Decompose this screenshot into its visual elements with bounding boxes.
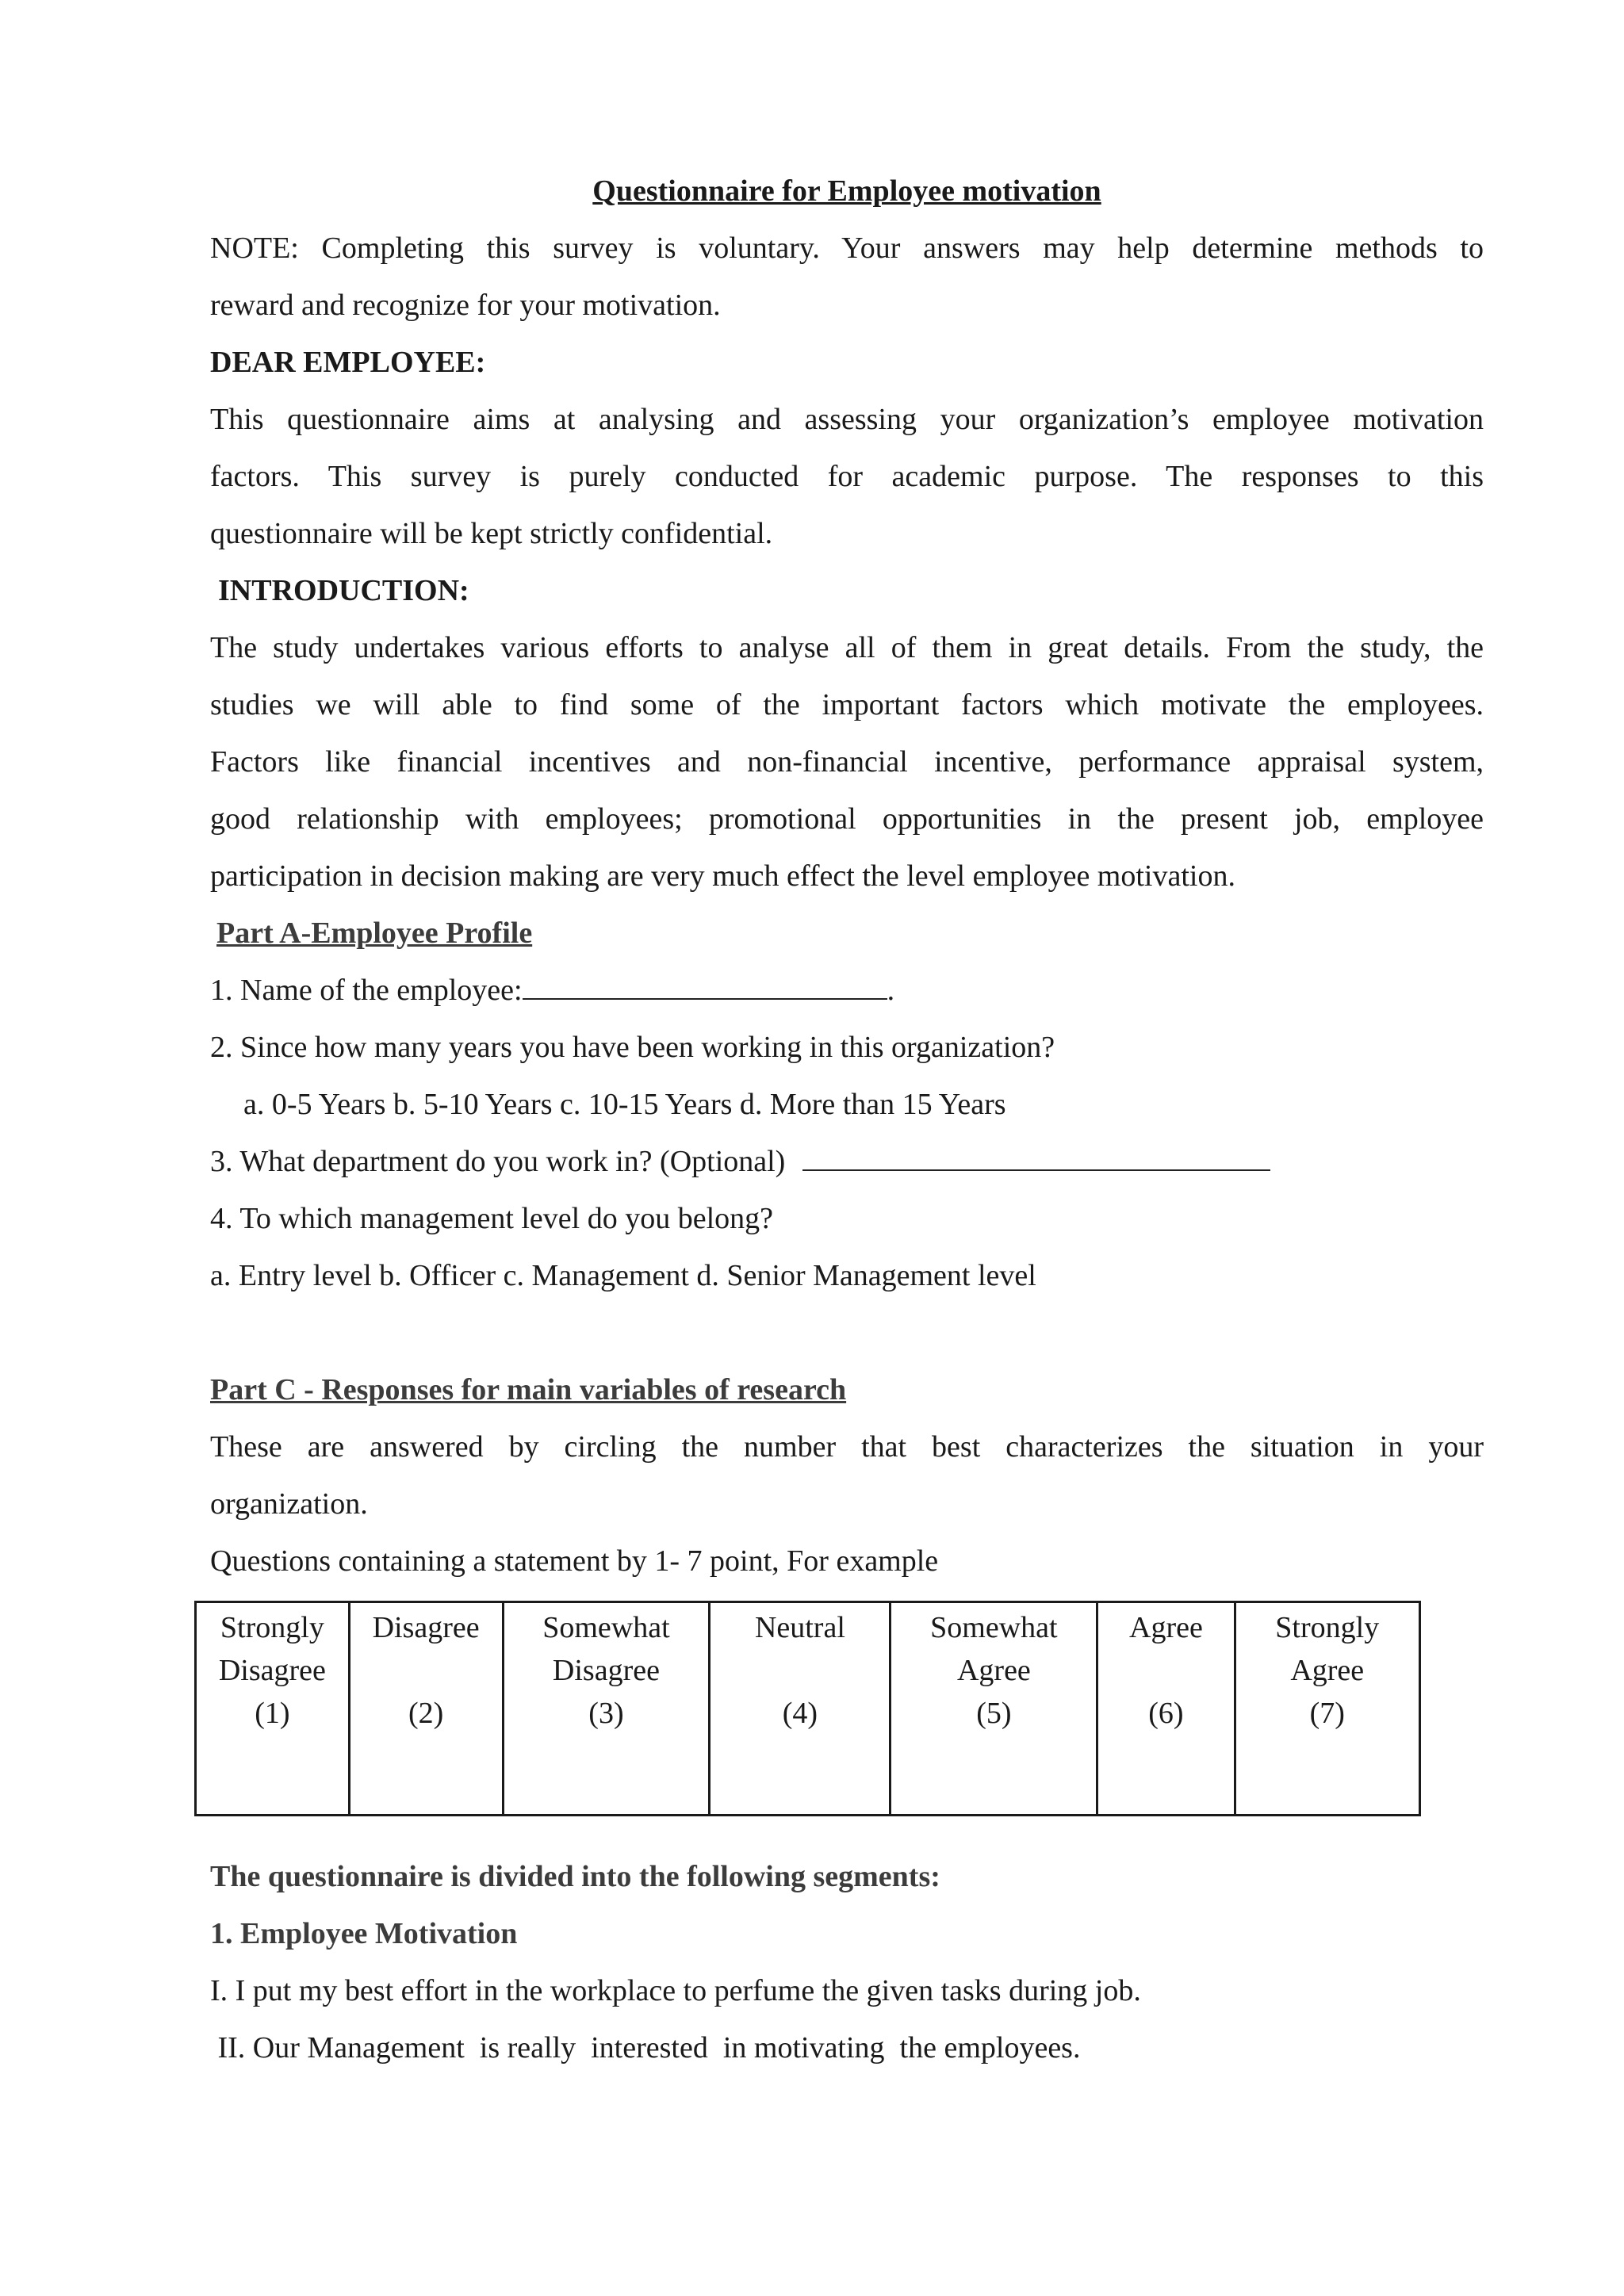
question-3-text: 3. What department do you work in? (Optional) [210, 1145, 786, 1178]
scale-number: (3) [588, 1697, 624, 1730]
segment-1-heading: 1. Employee Motivation [210, 1917, 518, 1950]
introduction-heading: INTRODUCTION: [218, 574, 469, 607]
intro-line-1: The study undertakes various efforts to analyse all of them in great details. From the study, the [210, 631, 1484, 664]
scale-cell-7: Strongly Agree (7) [1235, 1602, 1419, 1816]
question-1 [210, 962, 1484, 1019]
intro-line-5: participation in decision making are very much effect the level employee motivation. [210, 859, 1235, 893]
department-answer-blank[interactable] [802, 1142, 1270, 1171]
segments-heading: The questionnaire is divided into the following segments: [210, 1860, 940, 1893]
likert-scale-row [196, 1602, 1420, 1816]
part-c-text-line-1: These are answered by circling the number that best characterizes the situation in your [210, 1430, 1484, 1464]
questionnaire-page [210, 163, 1484, 2076]
question-2-options: a. 0-5 Years b. 5-10 Years c. 10-15 Years d. More than 15 Years [243, 1088, 1006, 1121]
intro-line-4: good relationship with employees; promotional opportunities in the present job, employee [210, 802, 1484, 836]
part-c-text-line-2: organization. [210, 1487, 368, 1521]
question-1-text: 1. Name of the employee: [210, 974, 523, 1007]
scale-cell-3: Somewhat Disagree (3) [503, 1602, 710, 1816]
scale-cell-5: Somewhat Agree (5) [891, 1602, 1097, 1816]
scale-cell-6: Agree (6) [1097, 1602, 1235, 1816]
scale-number: (5) [976, 1697, 1012, 1730]
dear-text-line-2: factors. This survey is purely conducted for academic purpose. The responses to this [210, 460, 1484, 493]
segment-1-item-1: I. I put my best effort in the workplace to perfume the given tasks during job. [210, 1974, 1141, 2007]
note-line-2: reward and recognize for your motivation. [210, 289, 721, 322]
scale-cell-1: Strongly Disagree (1) [196, 1602, 350, 1816]
section-spacer [210, 1304, 1484, 1361]
scale-number: (7) [1309, 1697, 1345, 1730]
segment-1-item-2: II. Our Management is really interested in motivating the employees. [210, 2031, 1081, 2064]
scale-number: (1) [255, 1697, 290, 1730]
scale-cell-4: Neutral (4) [710, 1602, 891, 1816]
question-2: 2. Since how many years you have been working in this organization? [210, 1031, 1055, 1064]
intro-line-3: Factors like financial incentives and non-financial incentive, performance appraisal system, [210, 745, 1484, 779]
question-1-end: . [887, 974, 895, 1007]
scale-number: (2) [408, 1697, 444, 1730]
name-answer-blank[interactable] [523, 971, 887, 1000]
question-4: 4. To which management level do you belong? [210, 1202, 774, 1235]
scale-cell-2: Disagree (2) [349, 1602, 503, 1816]
dear-employee-heading: DEAR EMPLOYEE: [210, 346, 486, 379]
part-c-heading: Part C - Responses for main variables of research [210, 1373, 847, 1406]
scale-number: (4) [782, 1697, 818, 1730]
question-4-options: a. Entry level b. Officer c. Management d. Senior Management level [210, 1259, 1036, 1292]
note-line-1: NOTE: Completing this survey is voluntary. Your answers may help determine methods to [210, 232, 1484, 265]
dear-text-line-3: questionnaire will be kept strictly confidential. [210, 517, 773, 550]
document-title: Questionnaire for Employee motivation [592, 174, 1101, 208]
part-c-text-line-3: Questions containing a statement by 1- 7 point, For example [210, 1544, 939, 1578]
question-3 [210, 1133, 1484, 1190]
likert-scale-table [194, 1601, 1421, 1816]
part-a-heading: Part A-Employee Profile [216, 916, 533, 950]
dear-text-line-1: This questionnaire aims at analysing and assessing your organization’s employee motivation [210, 403, 1484, 436]
intro-line-2: studies we will able to find some of the important factors which motivate the employees. [210, 688, 1484, 721]
scale-number: (6) [1148, 1697, 1184, 1730]
